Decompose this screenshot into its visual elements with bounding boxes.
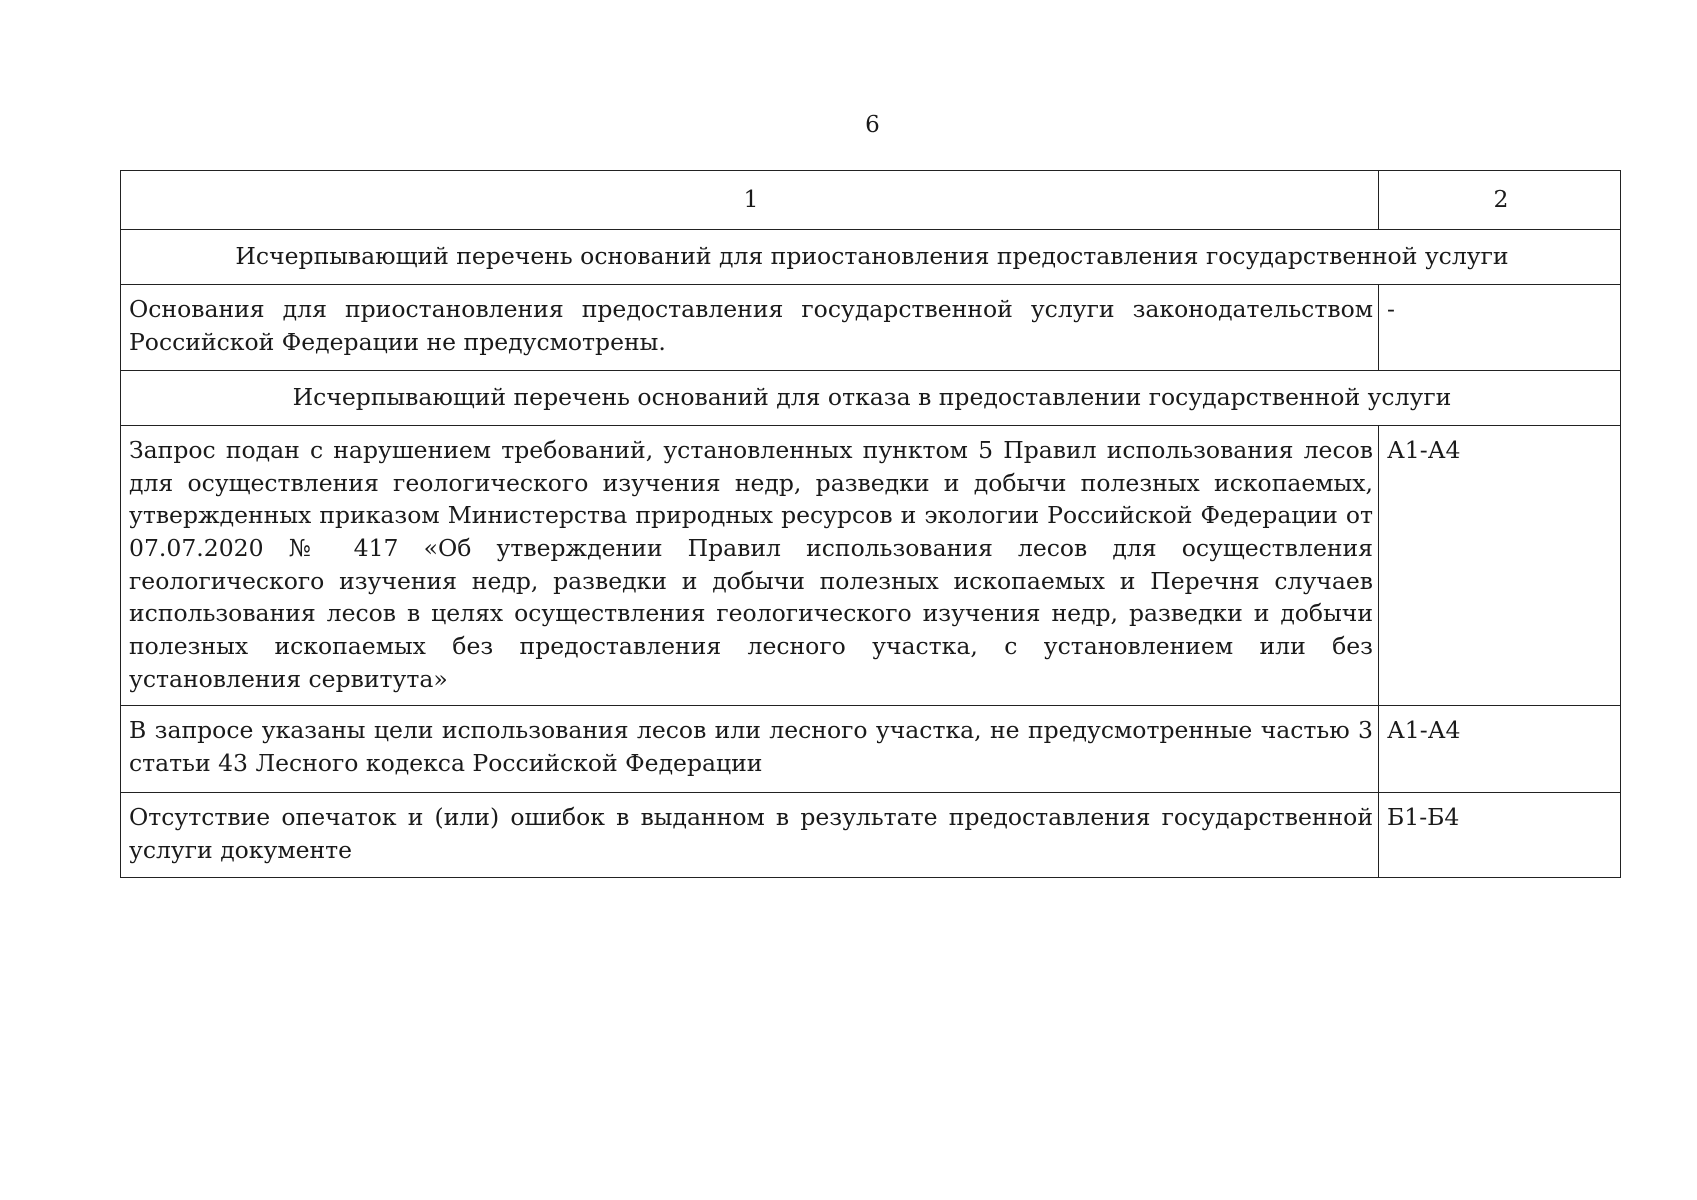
table-row (121, 426, 1621, 706)
reason-cell: Запрос подан с нарушением требований, установленных пунктом 5 Правил использования лесов для осуществления геологического изучения недр, разведки и добычи полезных ископаемых, утвержденных приказом Министерства природных ресурсов и экологии Российской Федерации от 07.07.2020 № 417 «Об утверждении Правил использования лесов для осуществления геологического изучения недр, разведки и добычи полезных ископаемых и Перечня случаев использования лесов в целях осуществления геологического изучения недр, разведки и добычи полезных ископаемых без предоставления лесного участка, с установлением или без установления сервитута» (121, 426, 1379, 706)
code-cell: Б1-Б4 (1379, 793, 1621, 878)
section-title-row (121, 230, 1621, 285)
grounds-table (120, 170, 1621, 878)
column-header-2: 2 (1379, 171, 1621, 230)
column-header-1: 1 (121, 171, 1379, 230)
table-row (121, 285, 1621, 371)
reason-cell: Отсутствие опечаток и (или) ошибок в выданном в результате предоставления государственной услуги документе (121, 793, 1379, 878)
table-header-row (121, 171, 1621, 230)
code-cell: А1-А4 (1379, 706, 1621, 793)
section-title-row (121, 371, 1621, 426)
reason-cell: Основания для приостановления предоставления государственной услуги законодательством Российской Федерации не предусмотрены. (121, 285, 1379, 371)
code-cell: А1-А4 (1379, 426, 1621, 706)
code-cell: - (1379, 285, 1621, 371)
table-row (121, 706, 1621, 793)
section-title-refusal: Исчерпывающий перечень оснований для отказа в предоставлении государственной услуги (121, 371, 1621, 426)
section-title-suspension: Исчерпывающий перечень оснований для приостановления предоставления государственной услуги (121, 230, 1621, 285)
page-number: 6 (865, 112, 880, 138)
reason-cell: В запросе указаны цели использования лесов или лесного участка, не предусмотренные частью 3 статьи 43 Лесного кодекса Российской Федерации (121, 706, 1379, 793)
table-row (121, 793, 1621, 878)
